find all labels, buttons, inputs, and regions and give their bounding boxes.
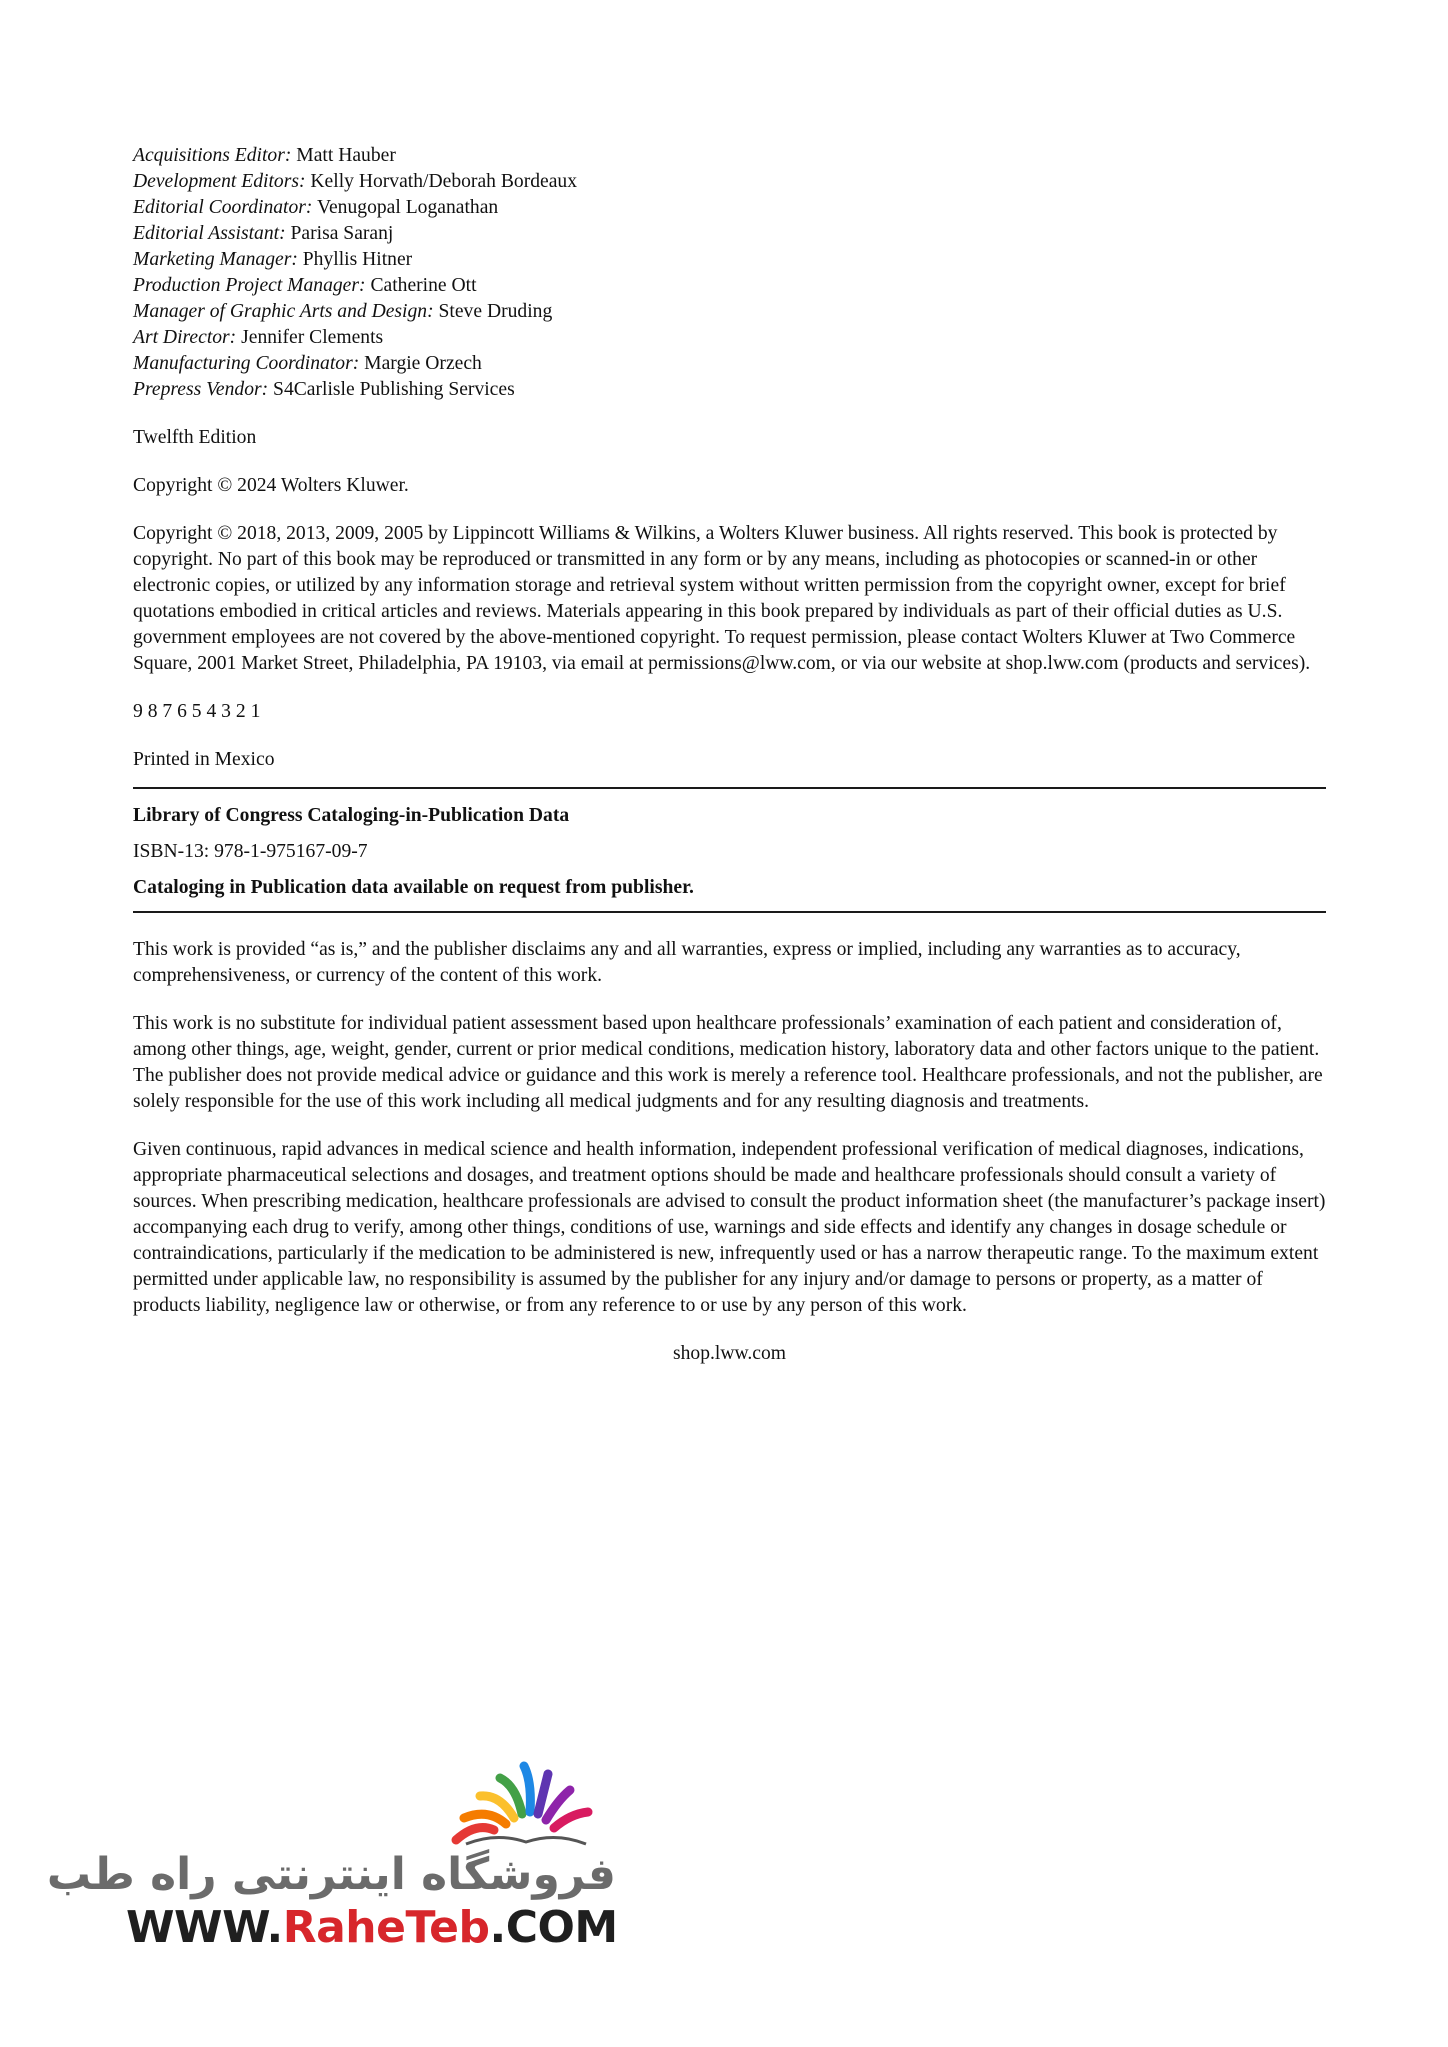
credit-line <box>133 247 1326 273</box>
credit-role: Art Director: <box>133 327 237 348</box>
credit-line <box>133 195 1326 221</box>
credits-list <box>133 143 1326 403</box>
credit-line <box>133 377 1326 403</box>
credit-role: Prepress Vendor: <box>133 379 269 400</box>
watermark-logo <box>46 1752 618 1953</box>
credit-role: Editorial Assistant: <box>133 223 286 244</box>
isbn: ISBN-13: 978-1-975167-09-7 <box>133 841 368 862</box>
credit-line <box>133 143 1326 169</box>
credit-name: Margie Orzech <box>364 353 482 374</box>
copyright-history: Copyright © 2018, 2013, 2009, 2005 by Lippincott Williams & Wilkins, a Wolters Kluwer business. All rights reserved. This book is protected by copyright. No part of this book may be reproduced or transmitted in any form or by any means, including as photocopies or scanned-in or other electronic copies, or utilized by any information storage and retrieval system without written permission from the copyright owner, except for brief quotations embodied in critical articles and reviews. Materials appearing in this book prepared by individuals as part of their official duties as U.S. government employees are not covered by the above-mentioned copyright. To request permission, please contact Wolters Kluwer at Two Commerce Square, 2001 Market Street, Philadelphia, PA 19103, via email at permissions@lww.com, or via our website at shop.lww.com (products and services). <box>133 523 1311 674</box>
copyright-current: Copyright © 2024 Wolters Kluwer. <box>133 475 409 496</box>
credit-name: S4Carlisle Publishing Services <box>273 379 515 400</box>
credit-name: Steve Druding <box>438 301 553 322</box>
credit-name: Catherine Ott <box>370 275 477 296</box>
credit-role: Development Editors: <box>133 171 306 192</box>
credit-role: Manager of Graphic Arts and Design: <box>133 301 434 322</box>
copyright-page <box>133 143 1326 1367</box>
credit-line <box>133 169 1326 195</box>
cip-note: Cataloging in Publication data available on request from publisher. <box>133 877 694 898</box>
print-line: 9 8 7 6 5 4 3 2 1 <box>133 701 261 722</box>
credit-role: Production Project Manager: <box>133 275 366 296</box>
website: shop.lww.com <box>672 1343 787 1364</box>
disclaimer-warranty: This work is provided “as is,” and the publisher disclaims any and all warranties, express or implied, including any warranties as to accuracy, comprehensiveness, or currency of the content of this work. <box>133 939 1241 986</box>
open-book-icon <box>436 1752 616 1847</box>
credit-role: Acquisitions Editor: <box>133 145 292 166</box>
credit-name: Venugopal Loganathan <box>317 197 499 218</box>
disclaimer-medication: Given continuous, rapid advances in medical science and health information, independent professional verification of medical diagnoses, indications, appropriate pharmaceutical selections and dosages, and treatment options should be made and healthcare professionals should consult a variety of sources. When prescribing medication, healthcare professionals are advised to consult the product information sheet (the manufacturer’s package insert) accompanying each drug to verify, among other things, conditions of use, warnings and side effects and identify any changes in dosage schedule or contraindications, particularly if the medication to be administered is new, infrequently used or has a narrow therapeutic range. To the maximum extent permitted under applicable law, no responsibility is assumed by the publisher for any injury and/or damage to persons or property, as a matter of products liability, negligence law or otherwise, or from any reference to or use by any person of this work. <box>133 1139 1326 1316</box>
credit-name: Jennifer Clements <box>241 327 384 348</box>
credit-line <box>133 351 1326 377</box>
watermark-url <box>126 1902 616 1954</box>
credit-role: Editorial Coordinator: <box>133 197 313 218</box>
cip-title: Library of Congress Cataloging-in-Publication Data <box>133 805 570 826</box>
credit-role: Marketing Manager: <box>133 249 298 270</box>
credit-name: Parisa Saranj <box>290 223 394 244</box>
credit-line <box>133 325 1326 351</box>
credit-line <box>133 273 1326 299</box>
credit-name: Phyllis Hitner <box>302 249 413 270</box>
credit-name: Kelly Horvath/Deborah Bordeaux <box>310 171 578 192</box>
watermark-url-brand: RaheTeb <box>282 1902 490 1953</box>
watermark-url-suffix: .COM <box>489 1902 618 1953</box>
edition: Twelfth Edition <box>133 427 257 448</box>
credit-line <box>133 299 1326 325</box>
printed-in: Printed in Mexico <box>133 749 275 770</box>
credit-line <box>133 221 1326 247</box>
credit-role: Manufacturing Coordinator: <box>133 353 360 374</box>
credit-name: Matt Hauber <box>296 145 396 166</box>
watermark-url-prefix: WWW. <box>126 1902 283 1953</box>
disclaimer-patient: This work is no substitute for individual patient assessment based upon healthcare professionals’ examination of each patient and consideration of, among other things, age, weight, gender, current or prior medical conditions, medication history, laboratory data and other factors unique to the patient. The publisher does not provide medical advice or guidance and this work is merely a reference tool. Healthcare professionals, and not the publisher, are solely responsible for the use of this work including all medical judgments and for any resulting diagnosis and treatments. <box>133 1013 1323 1112</box>
watermark-persian-text: فروشگاه اینترنتی راه طب <box>46 1849 616 1900</box>
